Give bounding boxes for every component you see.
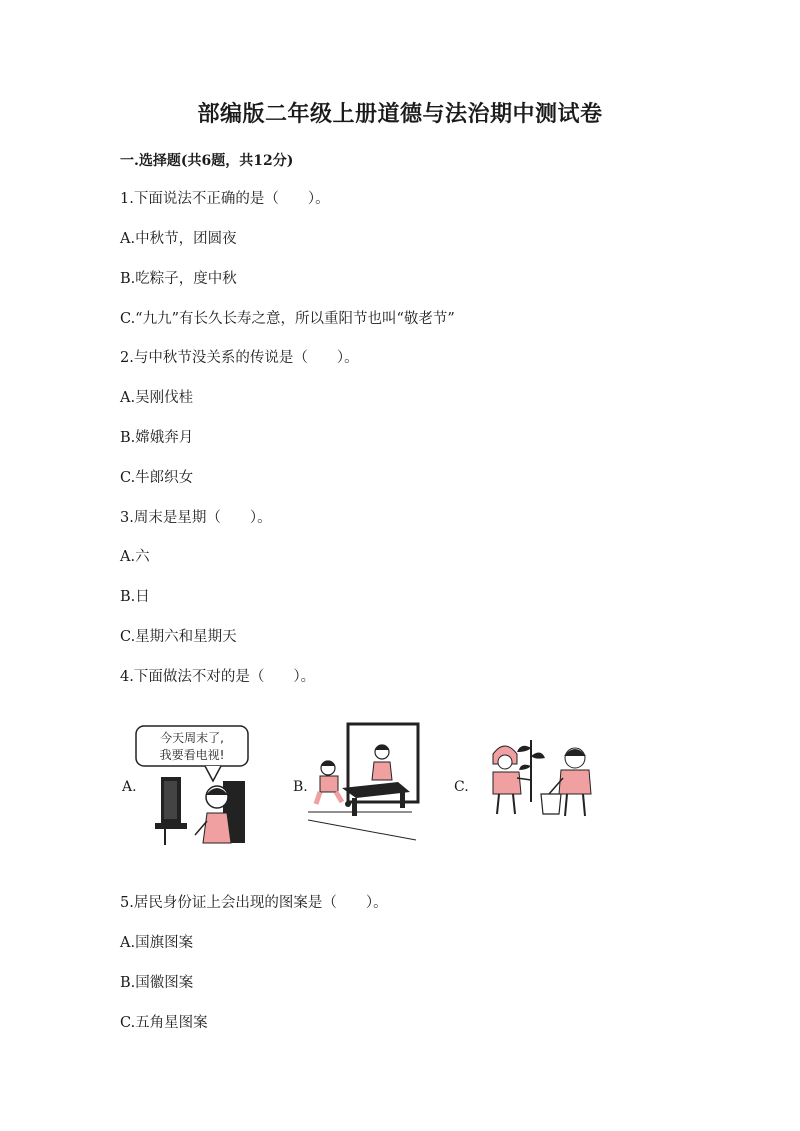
section-heading: 一.选择题(共6题，共12分) bbox=[120, 153, 294, 169]
question-5-option-a: A.国旗图案 bbox=[120, 935, 194, 951]
illustration-planting-tree bbox=[487, 738, 599, 820]
speech-bubble-line-2: 我要看电视! bbox=[159, 748, 225, 762]
question-4-label-c: C. bbox=[454, 779, 469, 795]
question-2-option-c: C.牛郎织女 bbox=[120, 470, 194, 486]
question-3-stem: 3.周末是星期（ ）。 bbox=[120, 510, 272, 526]
question-2-option-a: A.吴刚伐桂 bbox=[120, 390, 194, 406]
question-1-stem: 1.下面说法不正确的是（ ）。 bbox=[120, 191, 330, 207]
question-4-label-b: B. bbox=[293, 779, 308, 795]
page-title: 部编版二年级上册道德与法治期中测试卷 bbox=[197, 101, 603, 127]
speech-bubble-line-1: 今天周末了, bbox=[160, 731, 224, 745]
question-3-option-b: B.日 bbox=[120, 589, 150, 605]
question-5-option-c: C.五角星图案 bbox=[120, 1015, 208, 1031]
question-3-option-c: C.星期六和星期天 bbox=[120, 629, 237, 645]
question-1-option-c: C.“九九”有长久长寿之意，所以重阳节也叫“敬老节” bbox=[120, 311, 455, 327]
question-5-stem: 5.居民身份证上会出现的图案是（ ）。 bbox=[120, 895, 388, 911]
question-1-option-b: B.吃粽子，度中秋 bbox=[120, 271, 237, 287]
question-2-option-b: B.嫦娥奔月 bbox=[120, 430, 194, 446]
question-4-label-a: A. bbox=[122, 779, 137, 795]
question-4-stem: 4.下面做法不对的是（ ）。 bbox=[120, 669, 316, 685]
question-5-option-b: B.国徽图案 bbox=[120, 975, 194, 991]
illustration-watching-tv bbox=[135, 725, 250, 847]
question-2-stem: 2.与中秋节没关系的传说是（ ）。 bbox=[120, 350, 359, 366]
question-1-option-a: A.中秋节，团圆夜 bbox=[120, 231, 237, 247]
illustration-cleaning-room bbox=[308, 722, 420, 850]
question-3-option-a: A.六 bbox=[120, 549, 150, 565]
